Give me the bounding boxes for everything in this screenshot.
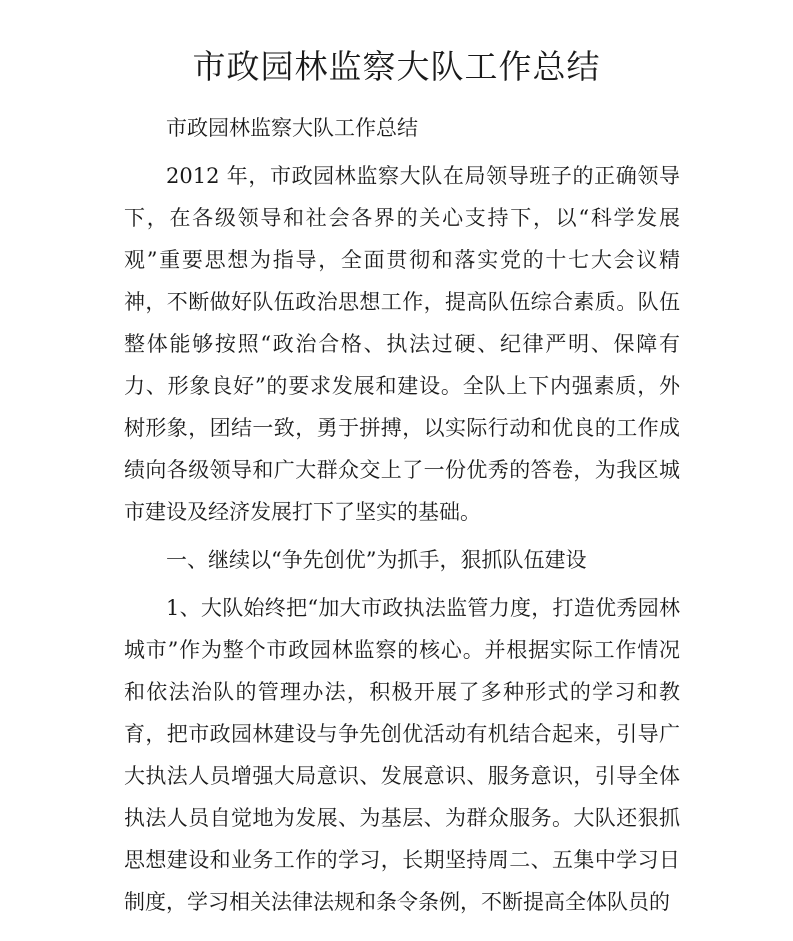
section-paragraph: 1、大队始终把“加大市政执法监管力度，打造优秀园林城市”作为整个市政园林监察的核心。并根据实际工作情况和依法治队的管理办法，积极开展了多种形式的学习和教育，把市政园林建设与争先创优活动有机结合起来，引导广大执法人员增强大局意识、发展意识、服务意识，引导全体执法人员自觉地为发展、为基层、为群众服务。大队还狠抓思想建设和业务工作的学习，长期坚持周二、五集中学习日制度，学习相关法律法规和条令条例，不断提高全体队员的 — [124, 596, 680, 914]
section-heading: 一、继续以“争先创优”为抓手，狠抓队伍建设 — [166, 548, 587, 572]
document-body — [124, 107, 680, 929]
intro-paragraph: 2012 年，市政园林监察大队在局领导班子的正确领导下，在各级领导和社会各界的关心支持下，以“科学发展观”重要思想为指导，全面贯彻和落实党的十七大会议精神，不断做好队伍政治思想工作，提高队伍综合素质。队伍整体能够按照“政治合格、执法过硬、纪律严明、保障有力、形象良好”的要求发展和建设。全队上下内强素质，外树形象，团结一致，勇于拼搏，以实际行动和优良的工作成绩向各级领导和广大群众交上了一份优秀的答卷，为我区城市建设及经济发展打下了坚实的基础。 — [124, 164, 680, 524]
subtitle-paragraph: 市政园林监察大队工作总结 — [166, 116, 418, 140]
document-title: 市政园林监察大队工作总结 — [192, 47, 601, 86]
